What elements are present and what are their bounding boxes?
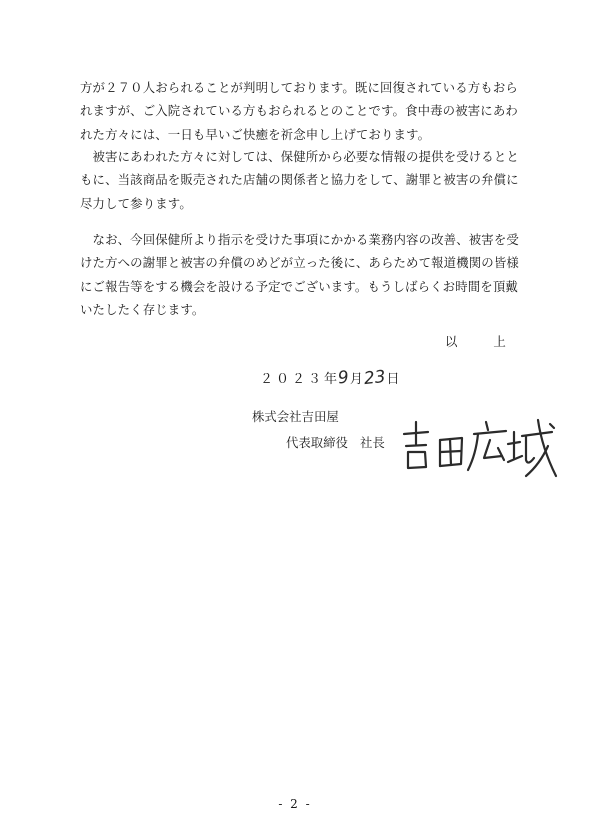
- rep-title-2: 社長: [359, 435, 385, 450]
- date-day-handwritten: 23: [362, 366, 387, 390]
- text-line: もに、当該商品を販売された店舗の関係者と協力をして、謝罪と被害の弁償に: [80, 172, 519, 188]
- paragraph-compensation: [80, 145, 520, 215]
- text-line: 尽力して参ります。: [80, 195, 192, 211]
- date-day-suffix: 日: [386, 372, 400, 387]
- text-line: にご報告等をする機会を設ける予定でございます。もうしばらくお時間を頂戴: [80, 278, 518, 294]
- date-month-handwritten: 9: [336, 367, 350, 389]
- paragraph-future-report: [80, 228, 520, 321]
- handwritten-signature: [398, 414, 558, 484]
- representative-title: [286, 433, 385, 451]
- document-date: [260, 366, 400, 390]
- text-line: れますが、ご入院されている方もおられるとのことです。食中毒の被害にあわ: [80, 103, 518, 119]
- text-line: 方が２７０人おられることが判明しております。既に回復されている方もおら: [80, 80, 518, 95]
- page-number: - 2 -: [278, 797, 312, 811]
- rep-title: 代表取締役: [286, 435, 348, 450]
- paragraph-victims-status: [80, 76, 520, 146]
- text-line: けた方への謝罪と被害の弁償のめどが立った後に、あらためて報道機関の皆様: [80, 255, 519, 271]
- date-month-suffix: 月: [349, 372, 363, 387]
- text-line: れた方々には、一日も早いご快癒を祈念申し上げております。: [80, 126, 431, 142]
- signature-name-text: 吉田広城: [398, 414, 402, 415]
- company-name: 株式会社吉田屋: [252, 409, 339, 424]
- closing-remark: 以上: [445, 334, 542, 349]
- text-line: いたしたく存じます。: [80, 301, 205, 317]
- date-year: ２０２３: [260, 372, 325, 387]
- text-line: なお、今回保健所より指示を受けた事項にかかる業務内容の改善、被害を受: [80, 232, 519, 247]
- date-year-suffix: 年: [324, 372, 338, 387]
- text-line: 被害にあわれた方々に対しては、保健所から必要な情報の提供を受けるとと: [80, 149, 519, 164]
